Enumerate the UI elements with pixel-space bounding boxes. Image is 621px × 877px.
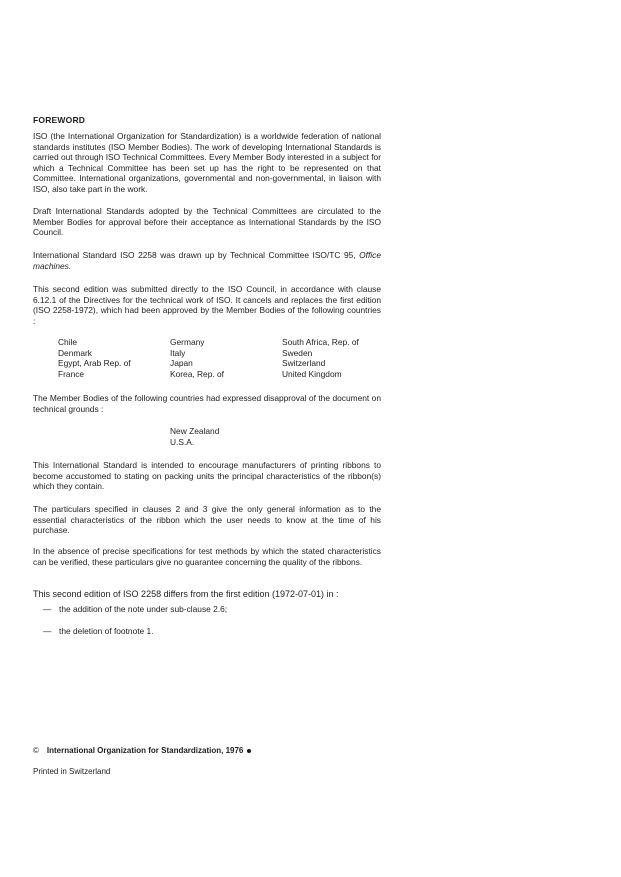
copyright-text: International Organization for Standardization, 1976 xyxy=(46,746,244,755)
foreword-heading: FOREWORD xyxy=(33,115,86,125)
countries-column-2 xyxy=(170,337,224,379)
country-item: U.S.A. xyxy=(170,436,195,447)
paragraph-drawn-up xyxy=(33,250,381,271)
bullet-dot-icon xyxy=(247,749,251,753)
country-item: Chile xyxy=(58,337,78,347)
country-item: Korea, Rep. of xyxy=(170,368,225,379)
paragraph-iso-intro: ISO (the International Organization for Standardization) is a worldwide federation of national standards institutes (ISO Member Bodies). The work of developing International Standards is carried out through ISO Technical Committees. Every Member Body interested in a subject for which a Technical Committee has been set up has the right to be represented on that Committee. International organizations, governmental and non-governmental, in liaison with ISO, also take part in the work. xyxy=(33,131,381,194)
dash-bullet: — xyxy=(43,604,52,614)
paragraph-differences-intro: This second edition of ISO 2258 differs from the first edition (1972-07-01) in : xyxy=(33,589,339,599)
paragraph-intended: This International Standard is intended to encourage manufacturers of printing ribbons to become accustomed to stating on packing units the principal characteristics of the ribbon(s) which they contain. xyxy=(33,460,381,492)
paragraph-second-edition: This second edition was submitted directly to the ISO Council, in accordance with clause 6.12.1 of the Directives for the technical work of ISO. It cancels and replaces the first edition (ISO 2258-1972), which had been approved by the Member Bodies of the following countries : xyxy=(33,284,381,326)
country-item: Germany xyxy=(170,337,205,347)
copyright-symbol: © xyxy=(33,746,39,755)
country-item: Denmark xyxy=(58,347,92,358)
copyright-line xyxy=(33,746,251,755)
country-item: Egypt, Arab Rep. of xyxy=(58,358,131,369)
country-item: Japan xyxy=(170,358,193,369)
country-item: France xyxy=(58,368,85,379)
country-item: New Zealand xyxy=(170,426,220,436)
countries-column-3 xyxy=(282,337,359,379)
paragraph-particulars: The particulars specified in clauses 2 and 3 give the only general information as to the essential characteristics of the ribbon which the user needs to know at the time of his purchase. xyxy=(33,504,381,536)
countries-column-1 xyxy=(58,337,131,379)
dash-bullet: — xyxy=(43,626,52,636)
paragraph-absence: In the absence of precise specifications for test methods by which the stated characteristics can be verified, these particulars give no guarantee concerning the quality of the ribbons. xyxy=(33,546,381,567)
country-item: Italy xyxy=(170,347,186,358)
country-item: United Kingdom xyxy=(282,368,342,379)
printed-in-note: Printed in Switzerland xyxy=(33,767,111,776)
list-item-text: the deletion of footnote 1. xyxy=(59,626,154,636)
paragraph-disapproval: The Member Bodies of the following countries had expressed disapproval of the document on technical grounds : xyxy=(33,393,381,414)
drawn-up-text: International Standard ISO 2258 was drawn up by Technical Committee ISO/TC 95, xyxy=(33,250,360,260)
country-item: Sweden xyxy=(282,347,313,358)
disapproving-countries-list xyxy=(170,426,219,447)
country-item: South Africa, Rep. of xyxy=(282,337,359,347)
committee-name: Office machines. xyxy=(33,250,381,271)
list-item-text: the addition of the note under sub-clause 2.6; xyxy=(59,604,228,614)
paragraph-draft-standards: Draft International Standards adopted by the Technical Committees are circulated to the Member Bodies for approval before their acceptance as International Standards by the ISO Council. xyxy=(33,206,381,238)
country-item: Switzerland xyxy=(282,358,326,369)
